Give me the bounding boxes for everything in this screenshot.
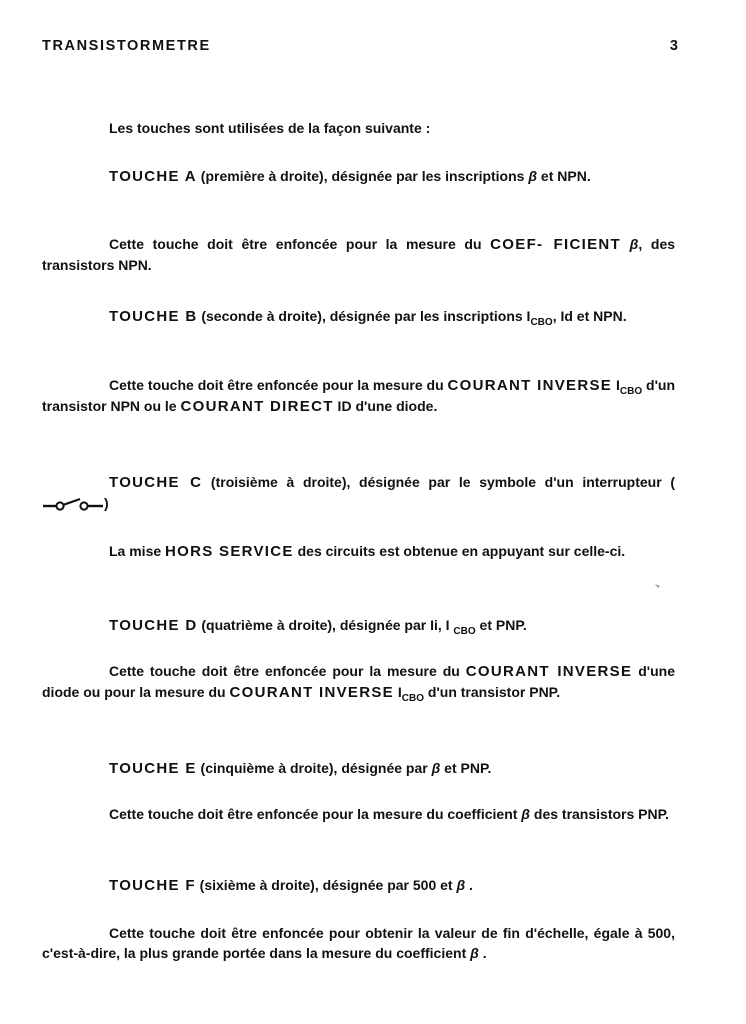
touche-a-paragraph: TOUCHE A (première à droite), désignée par les inscriptions β et NPN. [109, 168, 591, 185]
beta-symbol: β [521, 806, 530, 822]
switch-symbol-icon [42, 497, 104, 511]
beta-symbol: β [470, 945, 479, 961]
touche-f-paragraph: TOUCHE F (sixième à droite), désignée par 500 et β . [109, 877, 473, 894]
touche-e-paragraph: TOUCHE E (cinquième à droite), désignée par β et PNP. [109, 760, 492, 777]
touche-f-label: TOUCHE F [109, 877, 196, 894]
touche-a-description: Cette touche doit être enfoncée pour la mesure du COEF- FICIENT β, des transistors NPN. [42, 236, 676, 273]
touche-a-label: TOUCHE A [109, 168, 197, 185]
beta-symbol: β [431, 760, 441, 776]
beta-symbol: β [629, 236, 639, 252]
touche-c-description: La mise HORS SERVICE des circuits est obtenue en appuyant sur celle-ci. [109, 543, 626, 560]
touche-c-label: TOUCHE C [109, 474, 203, 491]
touche-d-description: Cette touche doit être enfoncée pour la mesure du COURANT INVERSE d'une diode ou pour la mesure du COURANT INVERSE $I_{CBO}$ d'un transistor PNP. [42, 663, 675, 704]
touche-d-label: TOUCHE D [109, 617, 198, 634]
touche-e-label: TOUCHE E [109, 760, 197, 777]
page-number: 3 [669, 38, 678, 54]
beta-symbol: β [456, 877, 466, 893]
document-title: TRANSISTORMETRE [42, 38, 211, 54]
touche-f-description: Cette touche doit être enfoncée pour obtenir la valeur de fin d'échelle, égale à 500, c'est-à-dire, la plus grande portée dans la mesure du coefficient β . [42, 925, 675, 961]
touche-c-paragraph: TOUCHE C (troisième à droite), désignée par le symbole d'un interrupteur () [42, 472, 675, 513]
scan-speck-icon [654, 583, 662, 589]
touche-b-description: Cette touche doit être enfoncée pour la mesure du COURANT INVERSE $I_{CBO}$ d'un transistor NPN ou le COURANT DIRECT ID d'une diode. [42, 377, 675, 415]
touche-d-paragraph: TOUCHE D (quatrième à droite), désignée par Ii, I $_{CBO}$ et PNP. [109, 617, 527, 637]
beta-symbol: β [528, 168, 538, 184]
intro-paragraph: Les touches sont utilisées de la façon suivante : [109, 120, 431, 136]
touche-e-description: Cette touche doit être enfoncée pour la mesure du coefficient β des transistors PNP. [109, 806, 670, 822]
touche-b-paragraph: TOUCHE B (seconde à droite), désignée par les inscriptions $I_{CBO}$, Id et NPN. [109, 308, 627, 328]
page-header [42, 38, 678, 58]
touche-b-label: TOUCHE B [109, 308, 198, 325]
